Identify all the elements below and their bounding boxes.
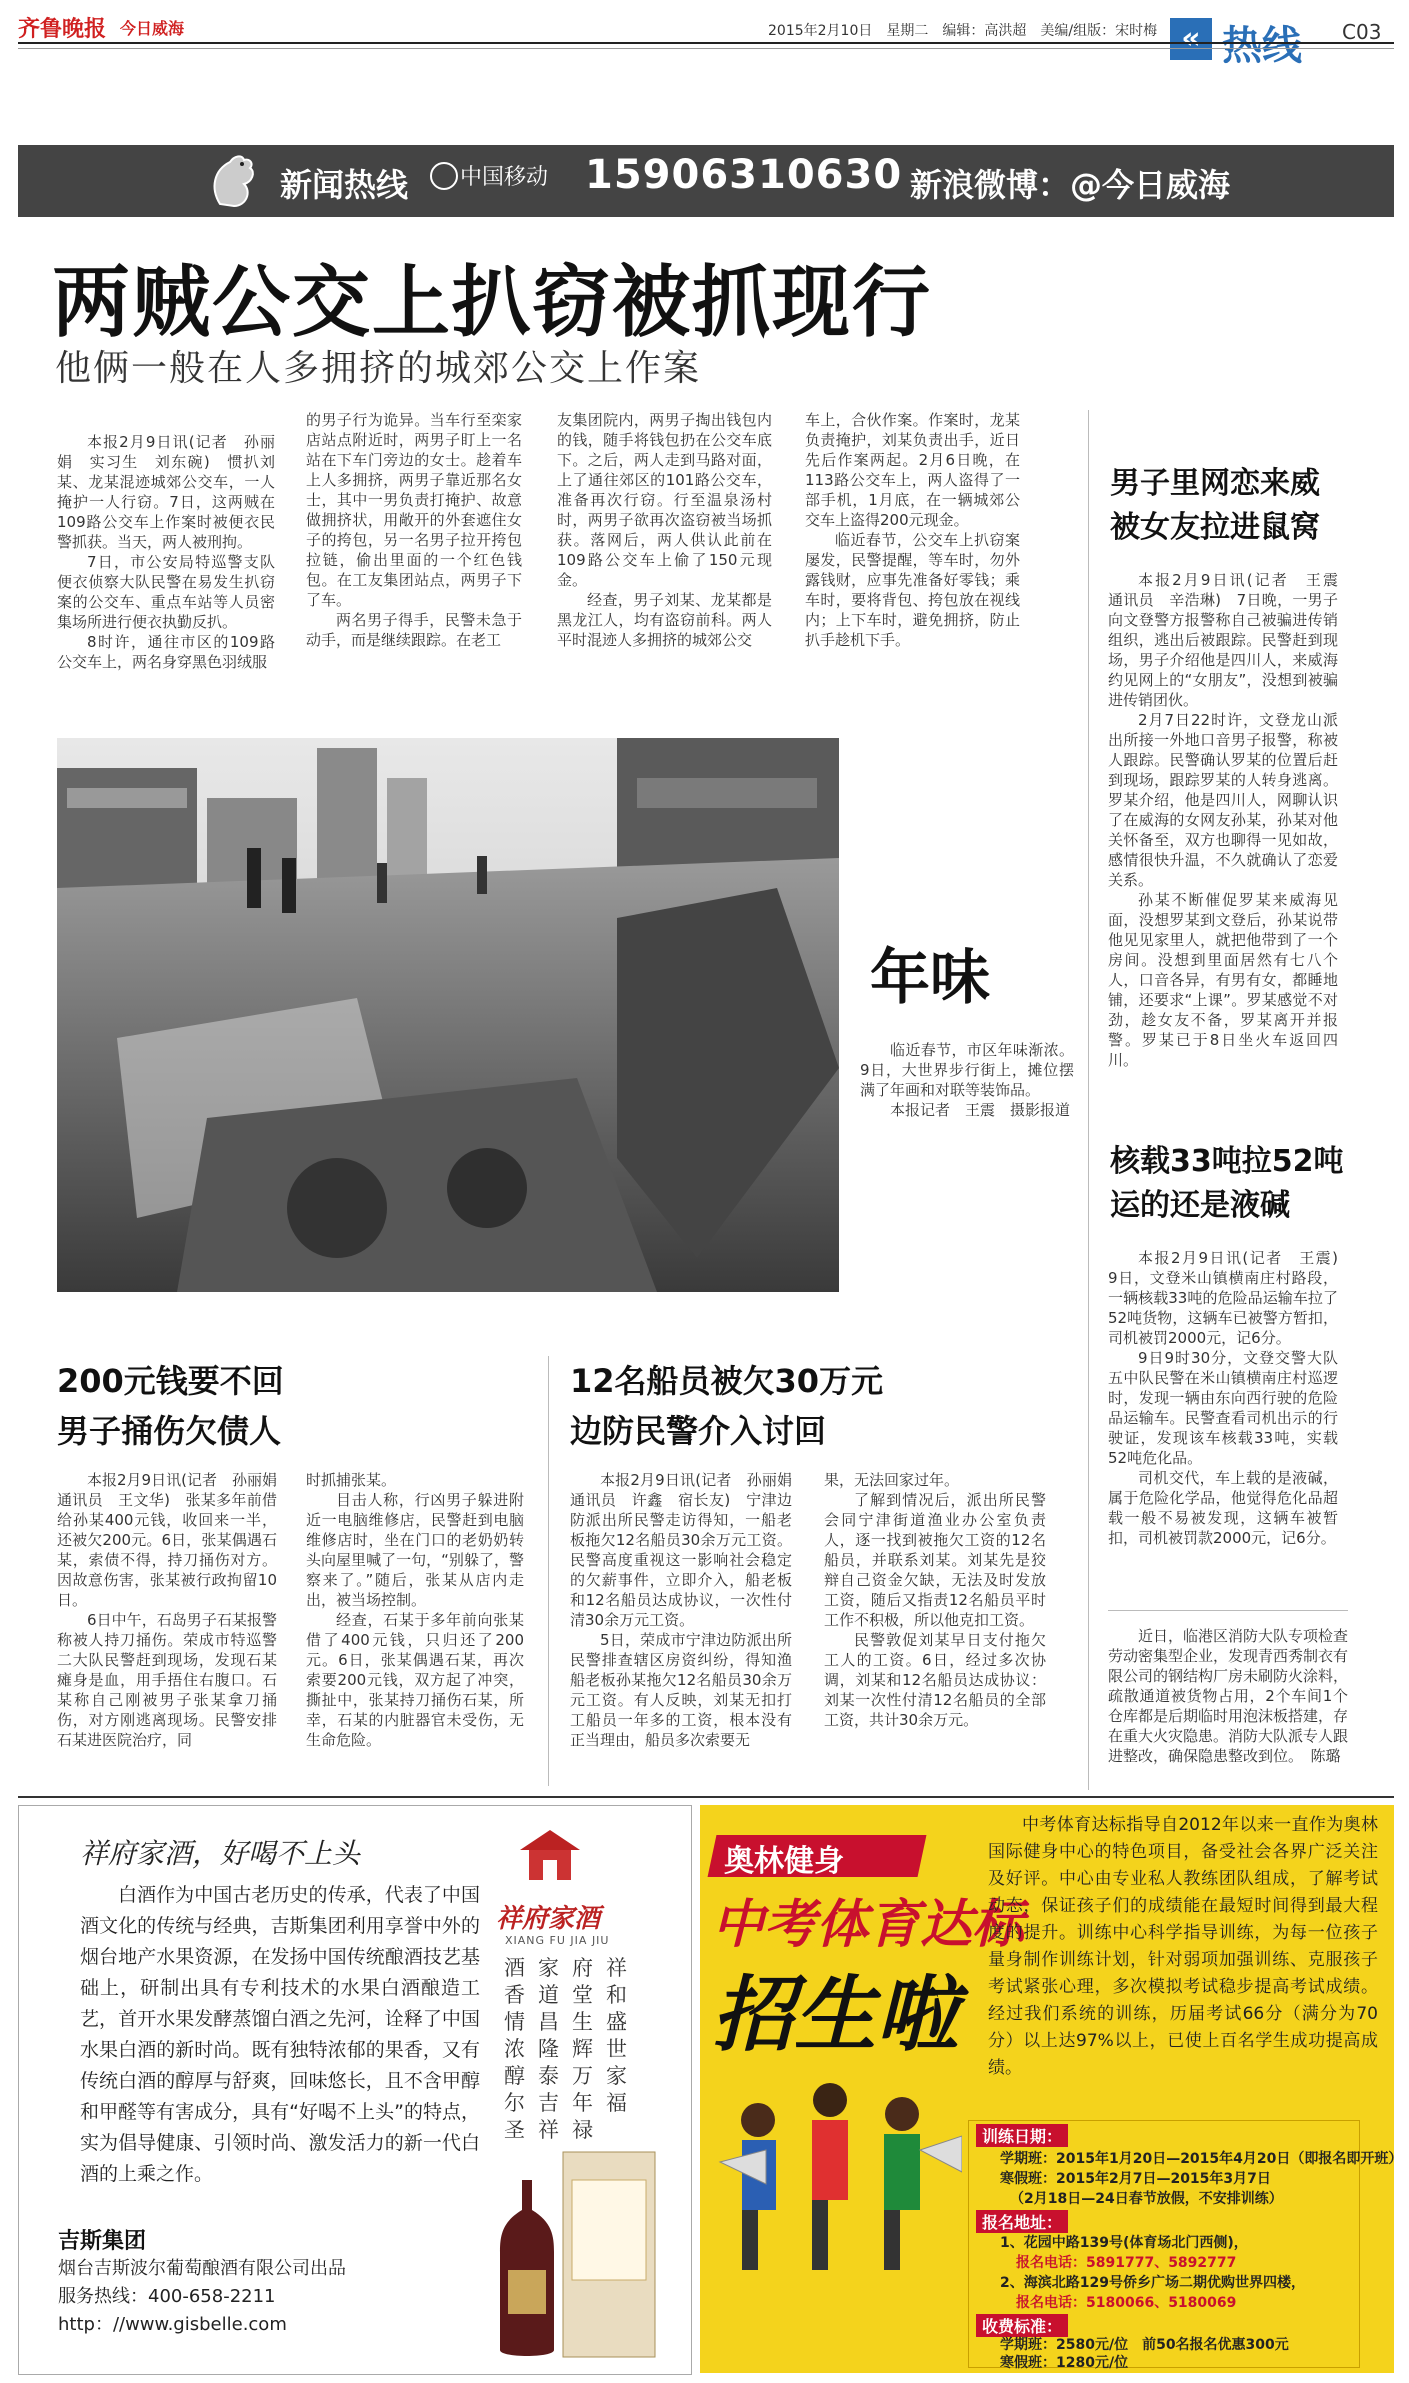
fitness-headline: 中考体育达标 bbox=[712, 1895, 1025, 1955]
side-story-1-body bbox=[1108, 570, 1354, 1070]
paragraph: 目击人称，行凶男子躲进附近一电脑维修店，民警赶到电脑维修店时，坐在门口的老奶奶转头向屋里喊了一句，“别躲了，警察来了。”随后，张某从店内走出，被当场控制。 bbox=[306, 1491, 524, 1609]
paragraph: 经查，石某于多年前向张某借了400元钱，只归还了200元。6日，张某偶遇石某，再次索要200元钱，双方起了冲突，撕扯中，张某持刀捅伤石某，所幸，石某的内脏器官未受伤，无生命危险。 bbox=[306, 1611, 524, 1749]
address-line: 1、花园中路139号(体育场北门西侧)， bbox=[1000, 2235, 1248, 2251]
pavilion-logo-icon bbox=[515, 1822, 585, 1892]
lead-subheadline: 他俩一般在人多拥挤的城郊公交上作案 bbox=[55, 348, 702, 389]
side-divider bbox=[1108, 1610, 1348, 1611]
side-story-1-title bbox=[1110, 462, 1360, 550]
poem-line: 府堂生辉万年禄 bbox=[572, 1956, 593, 2142]
lead-column-4 bbox=[805, 410, 1020, 650]
paragraph: 7日，市公安局特巡警支队便衣侦察大队民警在易发生扒窃案的公交车、重点车站等人员密集场所进行便衣执勤反扒。 bbox=[57, 553, 275, 631]
poem-line: 家道昌隆泰吉祥 bbox=[538, 1956, 559, 2142]
title-line: 男子里网恋来威 bbox=[1110, 466, 1320, 501]
wine-brand-cn: 祥府家酒 bbox=[496, 1904, 601, 1934]
section-arrow-icon: « bbox=[1170, 18, 1212, 60]
paragraph: 近日，临港区消防大队专项检查劳动密集型企业，发现青西秀制衣有限公司的钢结构厂房未刷防火涂料，疏散通道被货物占用，2个车间1个仓库都是后期临时用泡沫板搭建，存在重大火灾隐患。消防大队派专人跟进整改，确保隐患整改到位。 陈璐 bbox=[1108, 1627, 1349, 1765]
address-line: 2、海滨北路129号侨乡广场二期优购世界四楼， bbox=[1000, 2275, 1305, 2291]
paragraph: 经查，男子刘某、龙某都是黑龙江人，均有盗窃前科。两人平时混迹人多拥挤的城郊公交 bbox=[557, 591, 772, 649]
paragraph: 了解到情况后，派出所民警会同宁津街道渔业办公室负责人，逐一找到被拖欠工资的12名船员，并联系刘某。刘某先是狡辩自己资金欠缺，无法及时发放工资，随后又指责12名船员平时工作不积极，所以他克扣工资。 bbox=[824, 1491, 1046, 1629]
poem-line: 酒香情浓醇尔圣 bbox=[504, 1956, 525, 2142]
wine-brand-pinyin: XIANG FU JIA JIU bbox=[505, 1934, 610, 1947]
paragraph: 8时许，通往市区的109路公交车上，两名身穿黑色羽绒服 bbox=[57, 633, 275, 671]
paragraph: 本报2月9日讯(记者 王震 通讯员 辛浩琳) 7日晚，一男子向文登警方报警称自己被骗进传销组织，逃出后被跟踪。民警赶到现场，男子介绍他是四川人，来威海约见网上的“女朋友”，没想到被骗进传销团伙。 bbox=[1108, 571, 1354, 709]
lead-column-3 bbox=[557, 410, 772, 650]
paragraph: 本报2月9日讯(记者 孙丽娟 通讯员 许鑫 宿长友) 宁津边防派出所民警走访得知，一船老板拖欠12名船员30余万元工资。民警高度重视这一影响社会稳定的欠薪事件，立即介入，船老板和12名船员达成协议，一次性付清30余万元工资。 bbox=[570, 1471, 808, 1629]
hotline-phone[interactable]: 15906310630 bbox=[585, 152, 903, 198]
fee-label: 收费标准： bbox=[976, 2314, 1068, 2337]
lead-column-2 bbox=[306, 410, 522, 650]
paragraph: 孙某不断催促罗某来威海见面，没想罗某到文登后，孙某说带他见见家里人，就把他带到了一个房间。没想到里面居然有七八个人，口音各异，有男有女，都睡地铺，还要求“上课”。罗某感觉不对劲，趁女友不备，罗某离开并报警。罗某已于8日坐火车返回四川。 bbox=[1108, 891, 1338, 1069]
paragraph: 临近春节，市区年味渐浓。9日，大世界步行街上，摊位摆满了年画和对联等装饰品。 bbox=[860, 1041, 1074, 1099]
paragraph: 5日，荣成市宁津边防派出所民警排查辖区房资纠纷，得知渔船老板孙某拖欠12名船员30余万元工资。有人反映，刘某无扣打工船员一年多的工资，根本没有正当理由，船员多次索要无 bbox=[570, 1631, 792, 1749]
fee-line: 寒假班：1280元/位 bbox=[1000, 2355, 1129, 2371]
phone-line[interactable]: 报名电话：5180066、5180069 bbox=[1016, 2295, 1237, 2311]
title-line: 被女友拉进鼠窝 bbox=[1110, 510, 1320, 545]
title-line: 男子捅伤欠债人 bbox=[57, 1412, 282, 1450]
paragraph: 民警敦促刘某早日支付拖欠工人的工资。6日，经过多次协调，刘某和12名船员达成协议：刘某一次性付清12名船员的全部工资，共计30余万元。 bbox=[824, 1631, 1046, 1729]
lead-headline: 两贼公交上扒窃被抓现行 bbox=[52, 258, 933, 348]
story-debt-col-1 bbox=[57, 1470, 293, 1750]
title-line: 核载33吨拉52吨 bbox=[1110, 1144, 1344, 1179]
paragraph: 本报2月9日讯(记者 孙丽娟 通讯员 王文华) 张某多年前借给孙某400元钱，收回来一半，还被欠200元。6日，张某偶遇石某，索债不得，持刀捅伤对方。因故意伤害，张某被行政拘留10日。 bbox=[57, 1471, 293, 1609]
carrier-name: 中国移动 bbox=[460, 165, 549, 190]
story-crew-title bbox=[570, 1356, 1050, 1456]
paragraph: 司机交代，车上载的是液碱，属于危险化学品，他觉得危化品超载一般不易被发现，这辆车被暂扣，司机被罚款2000元，记6分。 bbox=[1108, 1469, 1338, 1547]
lead-column-1 bbox=[57, 432, 275, 672]
paragraph: 本报2月9日讯(记者 王震) 9日，文登米山镇横南庄村路段，一辆核载33吨的危险品运输车拉了52吨货物，这辆车已被警方暂扣，司机被罚2000元，记6分。 bbox=[1108, 1249, 1354, 1347]
paragraph: 车上，合伙作案。作案时，龙某负责掩护，刘某负责出手，近日先后作案两起。2月6日晚，在113路公交车上，两人盗得了一部手机，1月底，在一辆城郊公交车上盗得200元现金。 bbox=[805, 411, 1020, 529]
title-line: 12名船员被欠30万元 bbox=[570, 1362, 884, 1400]
wine-company: 烟台吉斯波尔葡萄酿酒有限公司出品 bbox=[58, 2258, 346, 2279]
fitness-intro: 中考体育达标指导自2012年以来一直作为奥林国际健身中心的特色项目，备受社会各界广泛关注及好评。中心由专业私人教练团队组成，了解考试动态，保证孩子们的成绩能在最短时间得到最大程度的提升。训练中心科学指导训练，为每一位孩子量身制作训练计划，针对弱项加强训练、克服孩子考试紧张心理，多次模拟考试稳步提高考试成绩。经过我们系统的训练，历届考试66分（满分为70分）以上达97%以上，已使上百名学生成功提高成绩。 bbox=[988, 1815, 1378, 2078]
page-number: C03 bbox=[1342, 20, 1382, 44]
phone-line[interactable]: 报名电话：5891777、5892777 bbox=[1016, 2255, 1237, 2271]
column-divider bbox=[548, 1356, 549, 1786]
enrollment-big: 招生啦 bbox=[712, 1968, 958, 2063]
dates-label: 训练日期： bbox=[976, 2124, 1068, 2147]
wine-url[interactable]: http：//www.gisbelle.com bbox=[58, 2314, 287, 2335]
section-title: 热线 bbox=[1222, 23, 1302, 69]
cheering-students-image bbox=[712, 2060, 962, 2285]
rooster-icon bbox=[200, 148, 268, 216]
photo-title: 年味 bbox=[870, 943, 990, 1013]
paragraph: 9日9时30分，文登交警大队五中队民警在米山镇横南庄村巡逻时，发现一辆由东向西行驶的危险品运输车。民警查看司机出示的行驶证，发现该车核载33吨，实载52吨危化品。 bbox=[1108, 1349, 1338, 1467]
date-line: 寒假班：2015年2月7日—2015年3月7日 bbox=[1000, 2171, 1271, 2187]
photo-caption bbox=[860, 1040, 1074, 1120]
date-line: 学期班：2015年1月20日—2015年4月20日（即报名即开班） bbox=[1000, 2151, 1403, 2167]
paragraph: 2月7日22时许，文登龙山派出所接一外地口音男子报警，称被人跟踪。民警确认罗某的位置后赶到现场，跟踪罗某的人转身逃离。罗某介绍，他是四川人，网聊认识了在威海的女网友孙某，孙某对他关怀备至，双方也聊得一见如故，感情很快升温，不久就确认了恋爱关系。 bbox=[1108, 711, 1338, 889]
wine-hotline[interactable]: 服务热线：400-658-2211 bbox=[58, 2286, 276, 2307]
paragraph: 的男子行为诡异。当车行至栾家店站点附近时，两男子盯上一名站在下车门旁边的女士。趁着车上人多拥挤，两男子靠近那名女士，其中一男负责打掩护、故意做拥挤状，用敞开的外套遮住女子的挎包，另一名男子拉开挎包拉链，偷出里面的一个红色钱包。在工友集团站点，两男子下了车。 bbox=[306, 411, 522, 609]
paragraph: 临近春节，公交车上扒窃案屡发，民警提醒，等车时，勿外露钱财，应事先准备好零钱；乘车时，要将背包、挎包放在视线内；上下车时，避免拥挤，防止扒手趁机下手。 bbox=[805, 531, 1020, 649]
masthead-brand: 齐鲁晚报 bbox=[18, 16, 107, 42]
title-line: 运的还是液碱 bbox=[1110, 1188, 1290, 1223]
wine-body: 白酒作为中国古老历史的传承，代表了中国酒文化的传统与经典，吉斯集团利用享誉中外的烟台地产水果资源，在发扬中国传统酿酒技艺基础上，研制出具有专利技术的水果白酒酿造工艺，首开水果发酵蒸馏白酒之先河，诠释了中国水果白酒的新时尚。既有独特浓郁的果香，又有传统白酒的醇厚与舒爽，回味悠长，且不含甲醇和甲醛等有害成分，具有“好喝不上头”的特点，实为倡导健康、引领时尚、激发活力的新一代白酒的上乘之作。 bbox=[80, 1884, 480, 2185]
street-scene-image bbox=[57, 738, 839, 1292]
weibo-handle[interactable]: 新浪微博：@今日威海 bbox=[910, 166, 1231, 204]
fitness-brand: 奥林健身 bbox=[724, 1844, 844, 1879]
wine-poem bbox=[490, 1955, 640, 2142]
hotline-label: 新闻热线 bbox=[280, 166, 409, 204]
wine-bottle-image bbox=[488, 2140, 668, 2365]
story-crew-col-1 bbox=[570, 1470, 808, 1750]
address-label: 报名地址： bbox=[976, 2210, 1068, 2233]
title-line: 200元钱要不回 bbox=[57, 1362, 284, 1400]
paragraph: 时抓捕张某。 bbox=[306, 1471, 397, 1489]
story-debt-title bbox=[57, 1356, 477, 1456]
story-debt-col-2 bbox=[306, 1470, 524, 1750]
column-divider bbox=[1088, 410, 1089, 1790]
paragraph: 友集团院内，两男子掏出钱包内的钱，随手将钱包扔在公交车底下。之后，两人走到马路对面，上了通往郊区的101路公交车，准备再次行窃。行至温泉汤村时，两男子欲再次盗窃被当场抓获。落网后，两人供认此前在109路公交车上偷了150元现金。 bbox=[557, 411, 772, 589]
ad-divider bbox=[18, 1796, 1394, 1798]
fee-line: 学期班：2580元/位 前50名报名优惠300元 bbox=[1000, 2337, 1289, 2353]
news-photo bbox=[57, 738, 839, 1292]
side-story-3-body bbox=[1108, 1626, 1348, 1766]
side-story-2-title bbox=[1110, 1140, 1360, 1228]
masthead-edition: 今日威海 bbox=[120, 19, 185, 38]
china-mobile-icon bbox=[430, 162, 458, 190]
jisi-logo: 吉斯集团 bbox=[58, 2229, 147, 2254]
header-rule bbox=[18, 42, 1394, 44]
paragraph: 果，无法回家过年。 bbox=[824, 1471, 960, 1489]
side-story-2-body bbox=[1108, 1248, 1354, 1548]
story-crew-col-2 bbox=[824, 1470, 1046, 1730]
photo-credit: 本报记者 王震 摄影报道 bbox=[890, 1101, 1071, 1119]
page-meta: 2015年2月10日 星期二 编辑：高洪超 美编/组版：宋时梅 bbox=[768, 23, 1158, 39]
date-line: （2月18日—24日春节放假，不安排训练） bbox=[1010, 2191, 1283, 2207]
paragraph: 两名男子得手，民警未急于动手，而是继续跟踪。在老工 bbox=[306, 611, 522, 649]
wine-slogan: 祥府家酒，好喝不上头 bbox=[80, 1837, 361, 1870]
paragraph: 本报2月9日讯(记者 孙丽娟 实习生 刘东碗) 惯扒刘某、龙某混迹城郊公交车，一人掩护一人行窃。7日，这两贼在109路公交车上作案时被便衣民警抓获。当天，两人被刑拘。 bbox=[57, 433, 275, 551]
poem-line: 祥和盛世家福 bbox=[606, 1956, 627, 2115]
paragraph: 6日中午，石岛男子石某报警称被人持刀捅伤。荣成市特巡警二大队民警赶到现场，发现石某瘫身是血，用手捂住右腹口。石某称自己刚被男子张某拿刀捅伤，对方刚逃离现场。民警安排石某进医院治疗，同 bbox=[57, 1611, 277, 1749]
title-line: 边防民警介入讨回 bbox=[570, 1412, 827, 1450]
header-rule-thin bbox=[18, 48, 1394, 49]
